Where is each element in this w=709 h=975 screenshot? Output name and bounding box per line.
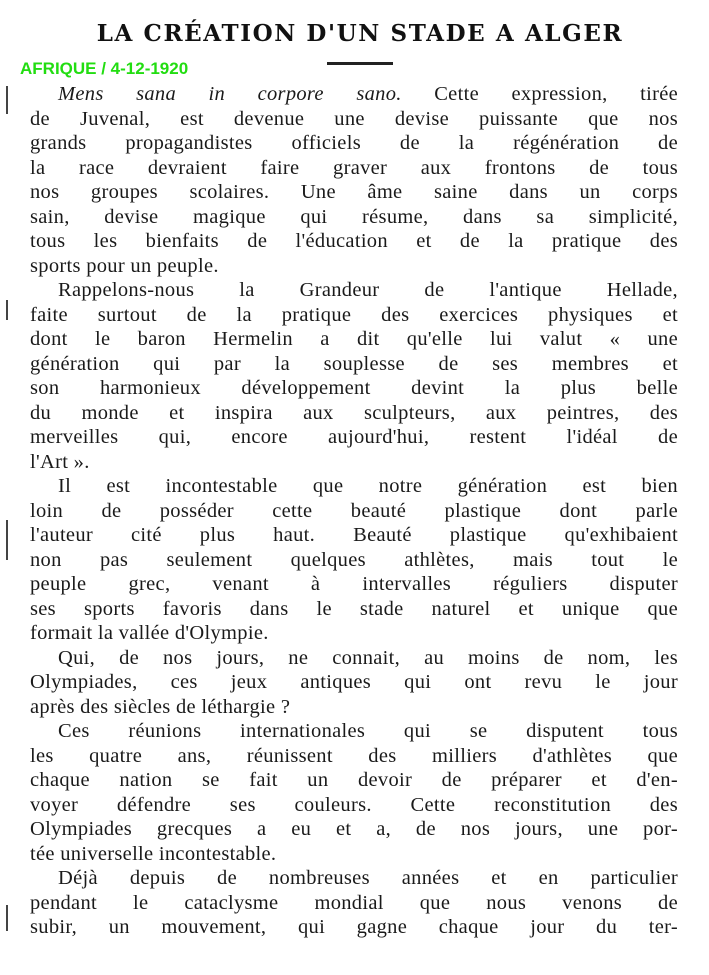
line-text: loin de posséder cette beauté plastique dont parle: [30, 499, 678, 522]
text-line: [30, 303, 678, 328]
text-line: [30, 646, 678, 671]
text-line: [30, 82, 678, 107]
text-line: [30, 450, 678, 475]
line-text: Il est incontestable que notre génération est bien: [58, 475, 678, 497]
line-text: après des siècles de léthargie ?: [30, 695, 291, 718]
text-line: [30, 768, 678, 793]
text-line: [30, 474, 678, 499]
line-text: non pas seulement quelques athlètes, mais tout le: [30, 548, 678, 571]
text-line: [30, 719, 678, 744]
line-text: sports pour un peuple.: [30, 254, 219, 277]
line-text: grands propagandistes officiels de la régénération de: [30, 132, 678, 154]
text-line: [30, 278, 678, 303]
line-text: peuple grec, venant à intervalles réguliers disputer: [30, 573, 678, 595]
line-text: dont le baron Hermelin a dit qu'elle lui valut « une: [30, 328, 678, 350]
text-line: [30, 597, 678, 622]
text-line: [30, 156, 678, 181]
text-line: [30, 695, 678, 720]
article-body: [30, 82, 678, 940]
text-line: [30, 499, 678, 524]
line-text: formait la vallée d'Olympie.: [30, 622, 269, 644]
line-text: de Juvenal, est devenue une devise puissante que nos: [30, 107, 678, 130]
margin-mark: [6, 300, 8, 320]
line-text: nos groupes scolaires. Une âme saine dans un corps: [30, 181, 678, 203]
margin-mark: [6, 905, 8, 931]
text-line: [30, 254, 678, 279]
margin-mark: [6, 520, 8, 560]
latin-quote: Mens sana in corpore sano.: [58, 83, 402, 105]
line-text: Olympiades, ces jeux antiques qui ont revu le jour: [30, 671, 678, 693]
text-line: [30, 425, 678, 450]
text-line: [30, 376, 678, 401]
line-text: Déjà depuis de nombreuses années et en particulier: [58, 867, 678, 889]
text-line: [30, 131, 678, 156]
text-line: [30, 401, 678, 426]
line-text: les quatre ans, réunissent des milliers d'athlètes que: [30, 744, 678, 767]
line-text: tous les bienfaits de l'éducation et de la pratique des: [30, 230, 678, 252]
text-line: [30, 523, 678, 548]
line-text: voyer défendre ses couleurs. Cette reconstitution des: [30, 793, 678, 816]
text-line: [30, 915, 678, 940]
text-line: [30, 891, 678, 916]
text-line: [30, 572, 678, 597]
text-line: [30, 229, 678, 254]
line-text: Rappelons-nous la Grandeur de l'antique Hellade,: [58, 279, 678, 301]
line-text: faite surtout de la pratique des exercices physiques et: [30, 303, 678, 326]
line-text: pendant le cataclysme mondial que nous venons de: [30, 891, 678, 914]
line-text: Ces réunions internationales qui se disputent tous: [58, 720, 678, 742]
margin-mark: [6, 86, 8, 114]
text-line: [30, 817, 678, 842]
line-text: l'Art ».: [30, 450, 90, 473]
line-text: la race devraient faire graver aux frontons de tous: [30, 156, 678, 179]
text-line: [30, 866, 678, 891]
line-text: Olympiades grecques a eu et a, de nos jours, une por-: [30, 818, 678, 840]
source-date-stamp: AFRIQUE / 4-12-1920: [20, 59, 189, 78]
line-text: sain, devise magique qui résume, dans sa simplicité,: [30, 205, 678, 228]
line-text: merveilles qui, encore aujourd'hui, restent l'idéal de: [30, 426, 678, 448]
text-line: [30, 352, 678, 377]
text-line: [30, 621, 678, 646]
text-line: [30, 205, 678, 230]
line-text: du monde et inspira aux sculpteurs, aux peintres, des: [30, 401, 678, 424]
article-headline: LA CRÉATION D'UN STADE A ALGER: [96, 20, 624, 47]
text-line: [30, 107, 678, 132]
line-text: l'auteur cité plus haut. Beauté plastique qu'exhibaient: [30, 524, 678, 546]
text-line: [30, 548, 678, 573]
text-line: [30, 327, 678, 352]
line-text: génération qui par la souplesse de ses membres et: [30, 352, 678, 375]
line-text: ses sports favoris dans le stade naturel et unique que: [30, 597, 678, 620]
text-line: [30, 793, 678, 818]
text-line: [30, 744, 678, 769]
line-text: son harmonieux développement devint la plus belle: [30, 377, 678, 399]
text-line: [30, 180, 678, 205]
line-text: Cette expression, tirée: [401, 83, 678, 105]
text-line: [30, 670, 678, 695]
line-text: subir, un mouvement, qui gagne chaque jour du ter-: [30, 916, 678, 938]
line-text: Qui, de nos jours, ne connait, au moins de nom, les: [58, 646, 678, 669]
text-line: [30, 842, 678, 867]
line-text: chaque nation se fait un devoir de préparer et d'en-: [30, 769, 678, 791]
headline-rule: [327, 62, 393, 65]
line-text: tée universelle incontestable.: [30, 842, 277, 865]
